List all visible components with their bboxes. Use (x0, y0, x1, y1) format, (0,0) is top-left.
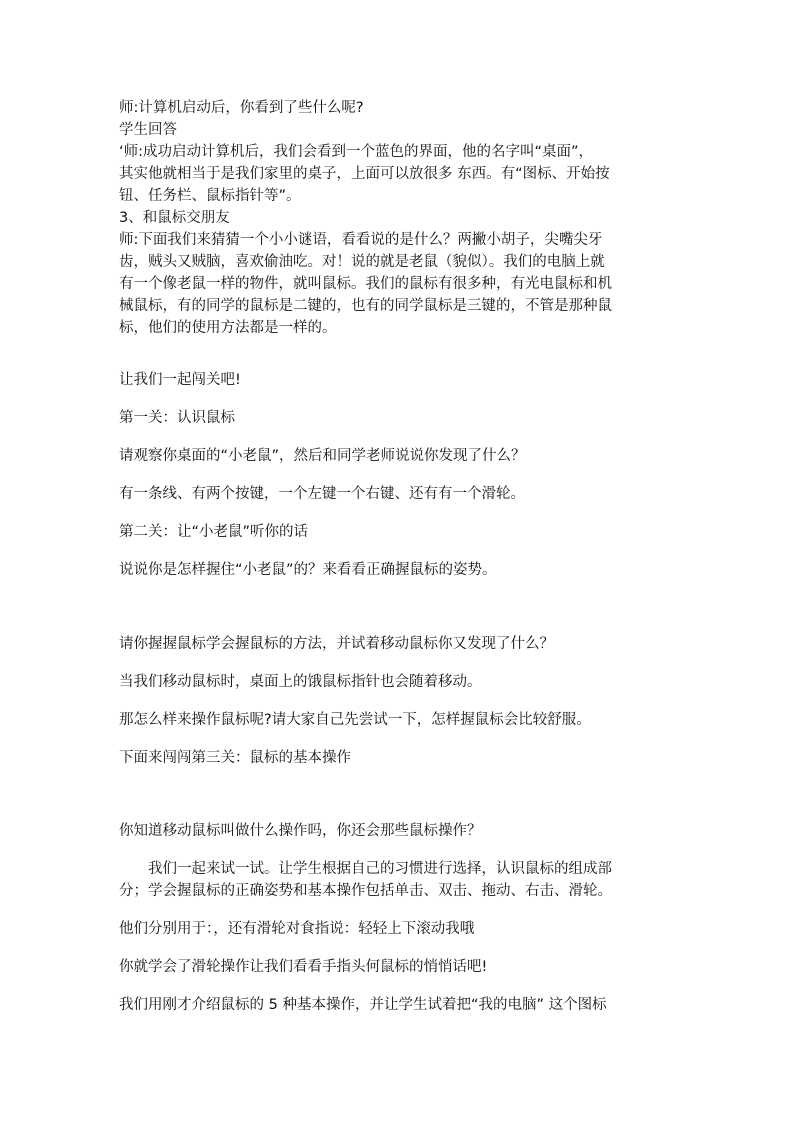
text-line: 学生回答 (119, 122, 177, 138)
paragraph-mouse-parts (119, 483, 679, 505)
text-line: 械鼠标，有的同学的鼠标是二键的，也有的同学鼠标是三键的，不管是那种鼠 (119, 298, 612, 314)
text-line: 你就学会了滑轮操作让我们看看手指头何鼠标的悄悄话吧! (119, 959, 488, 975)
text-line: 他们分别用于：，还有滑轮对食指说：轻轻上下滚动我哦 (119, 921, 475, 937)
text-line: 请观察你桌面的“小老鼠”，然后和同学老师说说你发现了什么？ (119, 448, 526, 464)
paragraph-hold-mouse (119, 559, 679, 581)
text-line: 师:计算机启动后，你看到了些什么呢? (119, 100, 364, 116)
text-line: 3、和鼠标交朋友 (119, 210, 230, 226)
text-line: 有一条线、有两个按键，一个左键一个右键、还有有一个滑轮。 (119, 486, 525, 502)
paragraph-scroll-wheel (119, 918, 679, 940)
text-line: 第一关：认识鼠标 (119, 410, 235, 426)
text-line: 师:下面我们来猜猜一个小小谜语，看看说的是什么？两撇小胡子，尖嘴尖牙 (119, 232, 603, 248)
text-line: 说说你是怎样握住“小老鼠”的？来看看正确握鼠标的姿势。 (119, 562, 497, 578)
level-three-heading (119, 747, 679, 769)
paragraph-move-operation (119, 820, 679, 842)
text-line: 齿，贼头又贼脑，喜欢偷油吃。对！说的就是老鼠（貌似）。我们的电脑上就 (119, 254, 605, 270)
text-line: ‘师:成功启动计算机后，我们会看到一个蓝色的界面，他的名字叫“桌面”， (119, 144, 594, 160)
text-line: 你知道移动鼠标叫做什么操作吗，你还会那些鼠标操作？ (119, 823, 482, 839)
paragraph-teacher-question (119, 97, 679, 119)
text-line: 第二关：让“小老鼠”听你的话 (119, 524, 309, 540)
paragraph-student-answer (119, 119, 679, 141)
paragraph-desktop-intro (119, 141, 679, 207)
text-line: 钮、任务栏、鼠标指针等”。 (119, 188, 301, 204)
text-line: 下面来闯闯第三关：鼠标的基本操作 (119, 750, 351, 766)
paragraph-try-hold (119, 633, 679, 655)
text-line: 分；学会握鼠标的正确姿势和基本操作包括单击、双击、拖动、右击、滑轮。 (119, 883, 612, 899)
paragraph-five-operations (119, 994, 679, 1016)
text-line: 当我们移动鼠标时，桌面上的饿鼠标指针也会随着移动。 (119, 674, 482, 690)
level-two-heading (119, 521, 679, 543)
paragraph-riddle (119, 229, 679, 339)
text-line: 请你握握鼠标学会握鼠标的方法，并试着移动鼠标你又发现了什么？ (119, 636, 554, 652)
text-line: 让我们一起闯关吧! (119, 372, 241, 388)
section-heading-mouse (119, 207, 679, 229)
paragraph-whisper (119, 956, 679, 978)
paragraph-observe (119, 445, 679, 467)
text-line: 我们一起来试一试。让学生根据自己的习惯进行选择，认识鼠标的组成部 (119, 861, 612, 877)
paragraph-try-together (119, 858, 679, 902)
text-line: 那怎么样来操作鼠标呢?请大家自己先尝试一下，怎样握鼠标会比较舒服。 (119, 712, 591, 728)
text-line: 标，他们的使用方法都是一样的。 (119, 320, 337, 336)
paragraph-pointer-moves (119, 671, 679, 693)
text-line: 我们用刚才介绍鼠标的 5 种基本操作，并让学生试着把“我的电脑” 这个图标 (119, 997, 607, 1013)
text-line: 其实他就相当于是我们家里的桌子，上面可以放很多 东西。有“图标、开始按 (119, 166, 610, 182)
text-line: 有一个像老鼠一样的物件，就叫鼠标。我们的鼠标有很多种，有光电鼠标和机 (119, 276, 612, 292)
paragraph-lets-go (119, 369, 679, 391)
level-one-heading (119, 407, 679, 429)
paragraph-how-operate (119, 709, 679, 731)
